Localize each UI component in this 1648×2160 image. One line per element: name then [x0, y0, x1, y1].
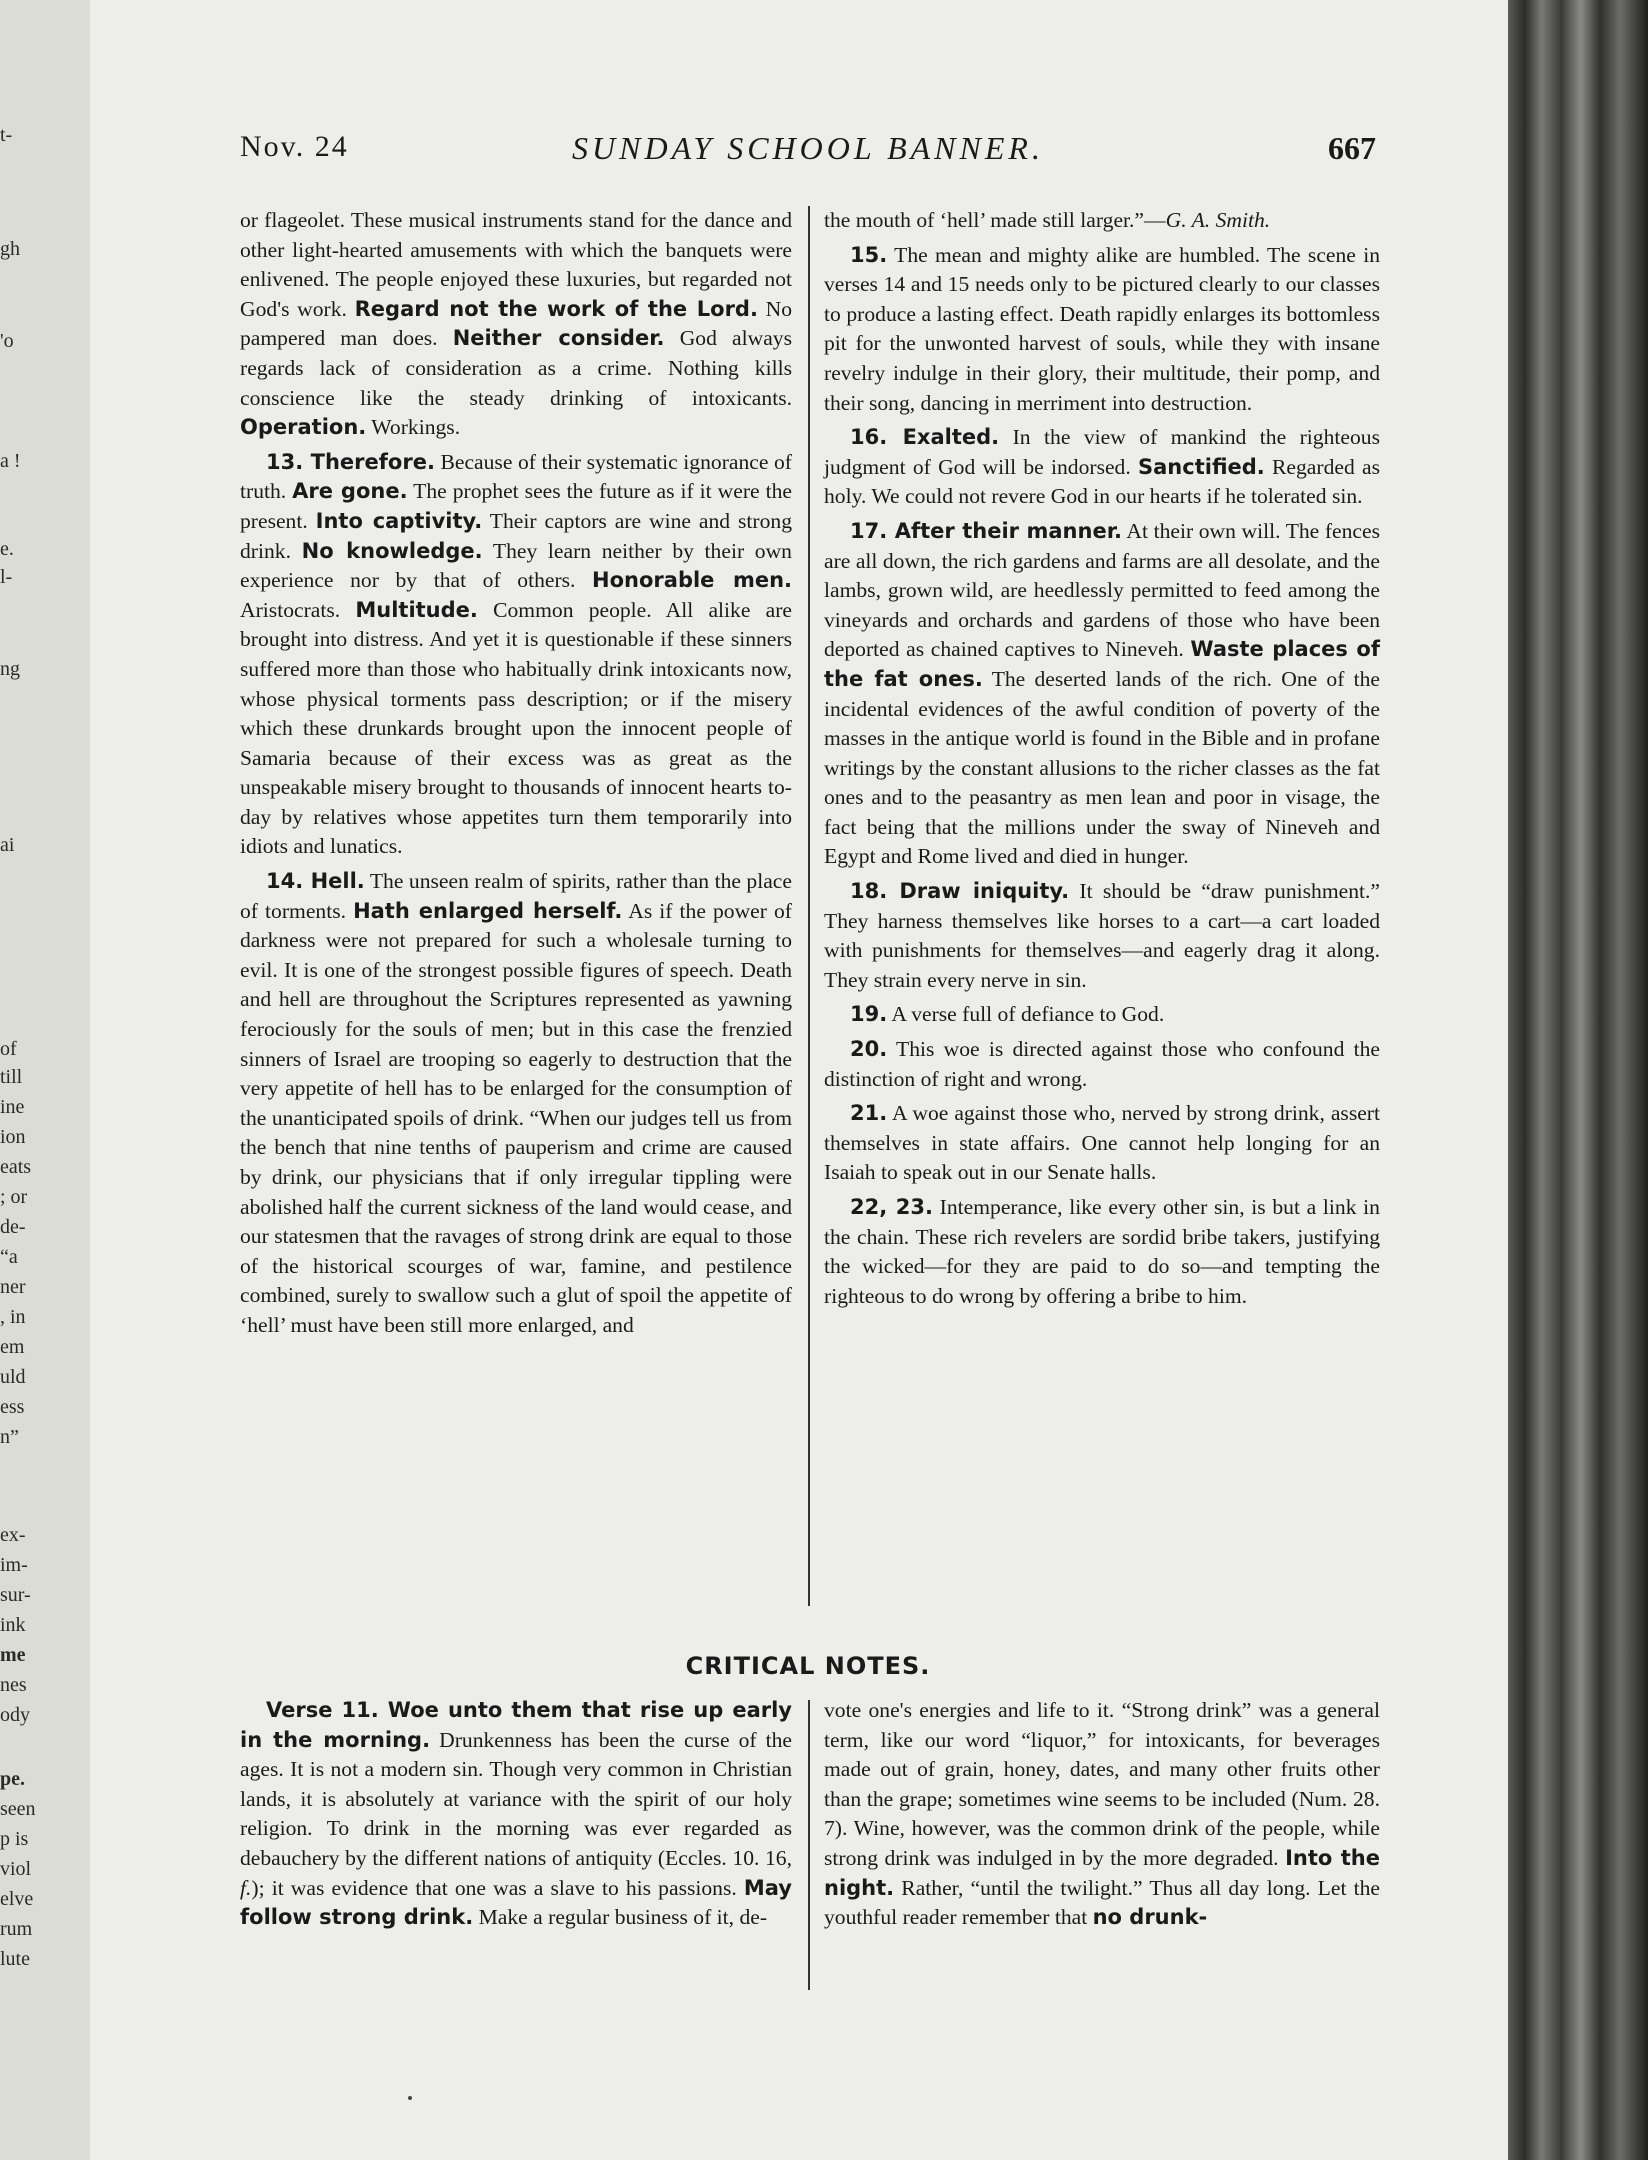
critical-notes-heading: CRITICAL NOTES.: [685, 1652, 931, 1680]
column-rule: [808, 206, 810, 1606]
prev-fragment: ody: [0, 1704, 30, 1726]
prev-fragment: ng: [0, 658, 20, 680]
critical-notes-right: [824, 1696, 1380, 1933]
prev-fragment: ess: [0, 1396, 25, 1418]
paragraph-verse-16: 16. Exalted. In the view of mankind the righteous judgment of God will be indorsed. Sanctified. Regarded as holy. We could not revere God in our hearts if he tolerated sin.: [824, 425, 1380, 509]
prev-fragment: de-: [0, 1216, 26, 1238]
prev-fragment: pe.: [0, 1768, 25, 1790]
prev-fragment: ine: [0, 1096, 25, 1118]
note-continued: vote one's energies and life to it. “Strong drink” was a general term, like our word “liquor,” for intoxicants, for beverages made out of grain, honey, dates, and many other fruits other than the grape; sometimes wine seems to be included (Num. 28. 7). Wine, however, was the common drink of the people, while strong drink was indulged in by the more degraded. Into the night. Rather, “until the twilight.” Thus all day long. Let the youthful reader remember that no drunk-: [824, 1698, 1380, 1930]
paragraph-verse-17: 17. After their manner. At their own will. The fences are all down, the rich gardens and farms are all desolate, and the lambs, grown wild, are heedlessly permitted to feed among the vineyards and orchards and gardens of those who have been deported as chained captives to Nineveh. Waste places of the fat ones. The deserted lands of the rich. One of the incidental evidences of the awful condition of poverty of the masses in the antique world is found in the Bible and in profane writings by the constant allusions to the richer classes as the fat ones and to the peasantry as men lean and poor in visage, the fact being that the millions under the sway of Nineveh and Egypt and Rome lived and died in hunger.: [824, 518, 1380, 869]
prev-fragment: of: [0, 1038, 17, 1060]
paragraph-verse-19: 19. A verse full of defiance to God.: [850, 1002, 1165, 1027]
prev-fragment: uld: [0, 1366, 26, 1388]
paragraph: or flageolet. These musical instruments stand for the dance and other light-hearted amusements with which the banquets were enlivened. The people enjoyed these luxuries, but regarded not God's work. Regard not the work of the Lord. No pampered man does. Neither consider. God always regards lack of consideration as a crime. Nothing kills conscience like the steady drinking of intoxicants. Operation. Workings.: [240, 208, 793, 440]
running-head: [240, 130, 1376, 178]
right-column: [824, 206, 1380, 1311]
prev-fragment: em: [0, 1336, 25, 1358]
book-page-edges: [1508, 0, 1648, 2160]
prev-fragment: ex-: [0, 1524, 26, 1546]
prev-fragment: n”: [0, 1426, 19, 1448]
prev-fragment: viol: [0, 1858, 32, 1880]
prev-fragment: eats: [0, 1156, 32, 1178]
prev-fragment: nes: [0, 1674, 27, 1696]
prev-fragment: till: [0, 1066, 23, 1088]
prev-fragment: ner: [0, 1276, 26, 1298]
left-column: [240, 206, 792, 1341]
paragraph-verse-22-23: 22, 23. Intemperance, like every other sin, is but a link in the chain. These rich revelers are sordid bribe takers, justifying the wicked—for they are paid to do so—and tempting the righteous to do wrong by offering a bribe to him.: [824, 1195, 1380, 1308]
page-number: 667: [1328, 130, 1376, 166]
prev-fragment: lute: [0, 1948, 30, 1970]
prev-fragment: , in: [0, 1306, 26, 1328]
paragraph-verse-18: 18. Draw iniquity. It should be “draw punishment.” They harness themselves like horses to a cart—a cart loaded with punishments for themselves—and eagerly drag it along. They strain every nerve in sin.: [824, 879, 1381, 992]
prev-fragment: elve: [0, 1888, 34, 1910]
prev-fragment: 'o: [0, 330, 14, 352]
paragraph: the mouth of ‘hell’ made still larger.”—G. A. Smith.: [824, 208, 1271, 232]
periodical-title: SUNDAY SCHOOL BANNER.: [572, 130, 1044, 166]
prev-fragment: ion: [0, 1126, 26, 1148]
prev-fragment: seen: [0, 1798, 36, 1820]
paragraph-verse-20: 20. This woe is directed against those who confound the distinction of right and wrong.: [824, 1037, 1380, 1091]
paragraph-verse-14: 14. Hell. The unseen realm of spirits, rather than the place of torments. Hath enlarged herself. As if the power of darkness were not prepared for such a wholesale turning to evil. It is one of the strongest possible figures of speech. Death and hell are throughout the Scriptures represented as yawning ferociously for the souls of men; but in this case the frenzied sinners of Israel are trooping so eagerly to destruction that the very appetite of hell has to be enlarged for the consumption of the unanticipated spoils of drink. “When our judges tell us from the bench that nine tenths of pauperism and crime are caused by drink, our physicians that if only irregular tippling were abolished half the current sickness of the land would cease, and our statesmen that the ravages of strong drink are equal to those of the historical scourges of war, famine, and pestilence combined, surely to swallow such a glut of spoil the appetite of ‘hell’ must have been still more enlarged, and: [240, 869, 792, 1337]
paragraph-verse-15: 15. The mean and mighty alike are humbled. The scene in verses 14 and 15 needs only to be pictured clearly to our classes to produce a lasting effect. Death rapidly enlarges its bottomless pit for the unwonted harvest of souls, while they with insane revelry indulge in their glory, their multitude, their pomp, and their song, dancing in merriment into destruction.: [824, 242, 1380, 415]
prev-fragment: gh: [0, 238, 20, 260]
prev-fragment: “a: [0, 1246, 18, 1268]
prev-fragment: p is: [0, 1828, 29, 1850]
prev-fragment: rum: [0, 1918, 33, 1940]
prev-fragment: me: [0, 1644, 26, 1666]
note-verse-11: Verse 11. Woe unto them that rise up early in the morning. Drunkenness has been the curse of the ages. It is not a modern sin. Though very common in Christian lands, it is absolutely at variance with the spirit of our holy religion. To drink in the morning was ever regarded as debauchery by the different nations of antiquity (Eccles. 10. 16, f.); it was evidence that one was a slave to his passions. May follow strong drink. Make a regular business of it, de-: [240, 1698, 793, 1930]
prev-fragment: l-: [0, 566, 13, 588]
previous-page-margin: [0, 0, 91, 2160]
issue-date: Nov. 24: [240, 130, 349, 163]
prev-fragment: ; or: [0, 1186, 28, 1208]
prev-fragment: t-: [0, 124, 13, 146]
prev-fragment: a !: [0, 450, 21, 472]
paragraph-verse-21: 21. A woe against those who, nerved by strong drink, assert themselves in state affairs. One cannot help longing for an Isaiah to speak out in our Senate halls.: [824, 1101, 1380, 1185]
column-rule: [808, 1700, 810, 1990]
prev-fragment: ai: [0, 834, 15, 856]
prev-fragment: sur-: [0, 1584, 31, 1606]
print-speck: [408, 2096, 412, 2100]
prev-fragment: e.: [0, 538, 14, 560]
prev-fragment: im-: [0, 1554, 28, 1576]
critical-notes-left: [240, 1696, 792, 1933]
paragraph-verse-13: 13. Therefore. Because of their systematic ignorance of truth. Are gone. The prophet sees the future as if it were the present. Into captivity. Their captors are wine and strong drink. No knowledge. They learn neither by their own experience nor by that of others. Honorable men. Aristocrats. Multitude. Common people. All alike are brought into distress. And yet it is questionable if these sinners suffered more than those who habitually drink intoxicants now, whose physical torments pass description; or if the misery which these drunkards brought upon the innocent people of Samaria because of their excess was as great as the unspeakable misery brought to thousands of innocent hearts to-day by relatives whose appetites turn them temporarily into idiots and lunatics.: [240, 449, 793, 859]
prev-fragment: ink: [0, 1614, 26, 1636]
